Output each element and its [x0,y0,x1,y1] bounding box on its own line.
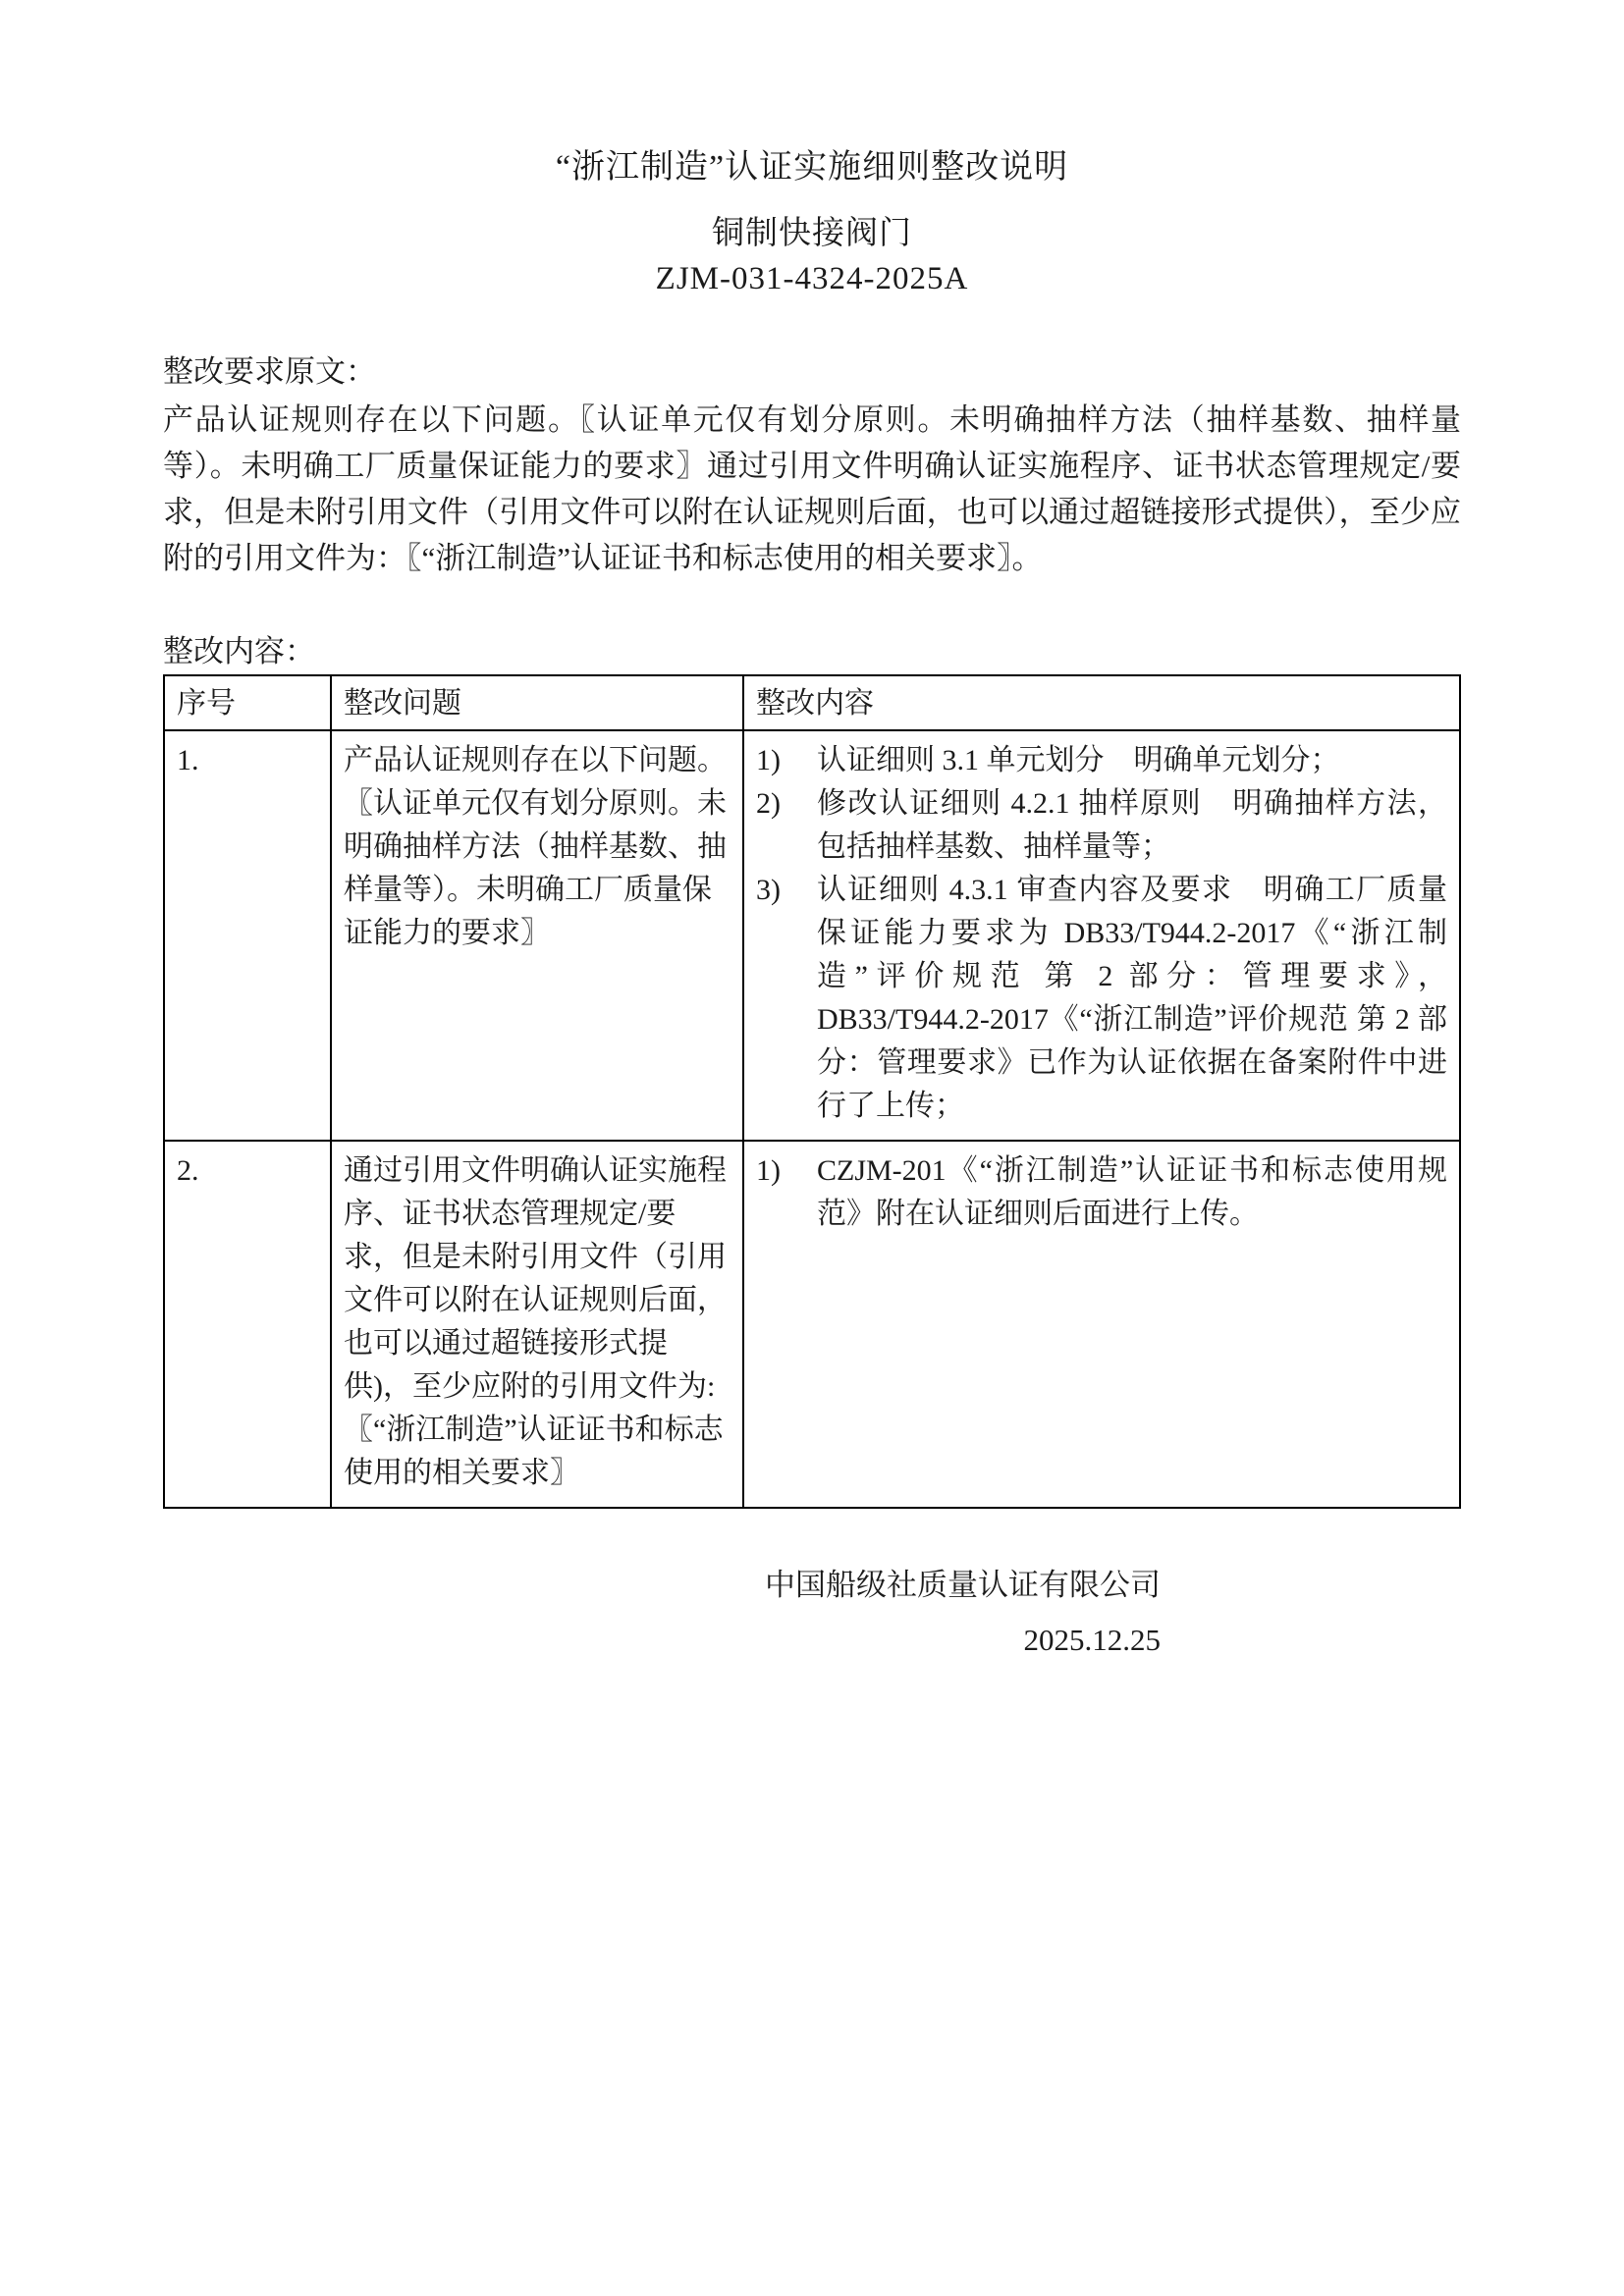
column-header-problem: 整改问题 [331,675,743,730]
table-header-row [164,675,1460,730]
rectification-table [163,674,1461,1509]
list-item-text: 修改认证细则 4.2.1 抽样原则 明确抽样方法，包括抽样基数、抽样量等； [817,787,1447,863]
rectification-heading: 整改内容： [163,634,315,668]
doc-subtitle: 铜制快接阀门 [712,216,912,251]
list-item [756,869,1447,1128]
original-request-heading: 整改要求原文： [163,354,376,389]
list-item [756,1149,1447,1236]
list-item [756,739,1447,782]
list-item-text: 认证细则 3.1 单元划分 明确单元划分； [817,744,1340,776]
doc-title: “浙江制造”认证实施细则整改说明 [555,149,1069,186]
list-item-marker: 2) [756,787,781,820]
list-item-text: 认证细则 4.3.1 审查内容及要求 明确工厂质量保证能力要求为 DB33/T944.2-2017《“浙江制造”评价规范 第 2 部分：管理要求》，DB33/T944.2-2017《“浙江制造”评价规范 第 2 部分：管理要求》已作为认证依据在备案附件中进行了上传； [817,874,1447,1122]
signature-date: 2025.12.25 [1023,1623,1161,1657]
original-request-body: 产品认证规则存在以下问题。〖认证单元仅有划分原则。未明确抽样方法（抽样基数、抽样量等）。未明确工厂质量保证能力的要求〗通过引用文件明确认证实施程序、证书状态管理规定/要求，但是未附引用文件（引用文件可以附在认证规则后面，也可以通过超链接形式提供），至少应附的引用文件为：〖“浙江制造”认证证书和标志使用的相关要求〗。 [163,402,1461,575]
doc-code: ZJM-031-4324-2025A [655,261,969,296]
list-item-marker: 1) [756,1154,781,1187]
row-2-content [743,1141,1460,1508]
list-item-marker: 1) [756,744,781,776]
row-2-problem: 通过引用文件明确认证实施程序、证书状态管理规定/要求，但是未附引用文件（引用文件可以附在认证规则后面，也可以通过超链接形式提供)，至少应附的引用文件为:〖“浙江制造”认证证书和标志使用的相关要求〗 [331,1141,743,1508]
list-item-marker: 3) [756,874,781,906]
signature-block [163,1558,1461,1668]
list-item-text: CZJM-201《“浙江制造”认证证书和标志使用规范》附在认证细则后面进行上传。 [817,1154,1447,1230]
row-1-number: 1. [164,730,331,1141]
list-item [756,782,1447,869]
column-header-no: 序号 [164,675,331,730]
table-row-1 [164,730,1460,1141]
row-2-number: 2. [164,1141,331,1508]
row-1-content [743,730,1460,1141]
table-row-2 [164,1141,1460,1508]
row-1-problem: 产品认证规则存在以下问题。〖认证单元仅有划分原则。未明确抽样方法（抽样基数、抽样量等）。未明确工厂质量保证能力的要求〗 [331,730,743,1141]
column-header-content: 整改内容 [743,675,1460,730]
company-name: 中国船级社质量认证有限公司 [765,1568,1161,1602]
